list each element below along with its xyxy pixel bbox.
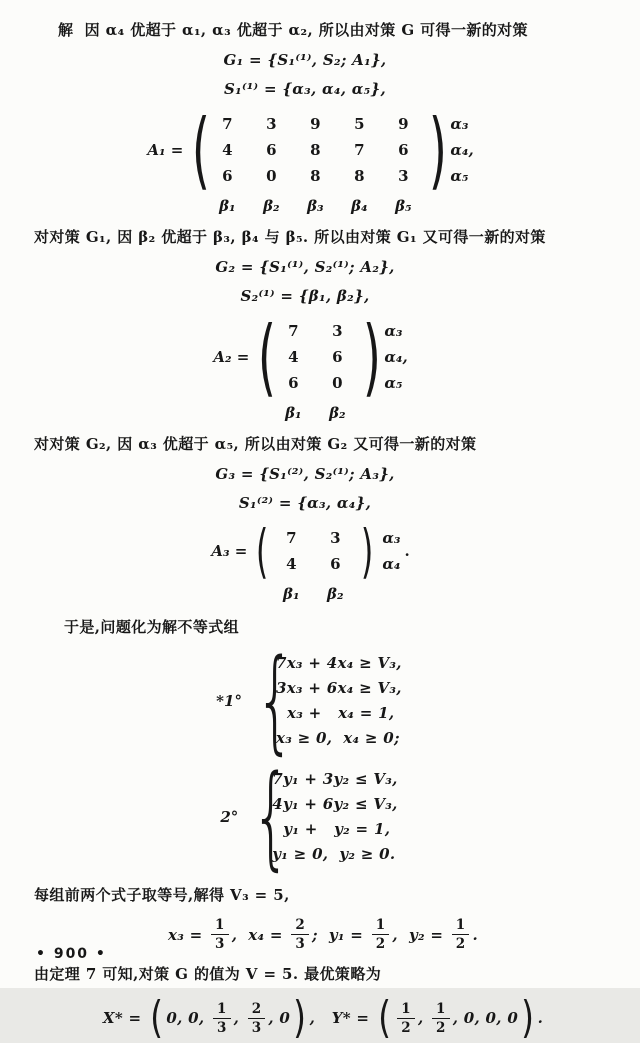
math-text: . — [472, 925, 479, 944]
matrix-col-label: β₅ — [395, 197, 412, 215]
matrix-cell: 6 — [266, 141, 277, 159]
fraction-numerator: 1 — [372, 917, 390, 935]
right-paren-icon: ) — [361, 517, 374, 585]
left-paren-icon: ( — [256, 517, 269, 585]
paragraph-beta-dominance: 对对策 G₁, 因 β₂ 优超于 β₃, β₄ 与 β₅. 所以由对策 G₁ 又可得一新的对策 — [34, 228, 546, 246]
matrix-col-label: β₄ — [351, 197, 368, 215]
matrix-row-label: α₄, — [450, 141, 474, 159]
matrix-body — [176, 517, 410, 585]
column-labels-grid — [269, 585, 357, 603]
matrix-cell: 6 — [222, 167, 233, 185]
system-1-label: *1° — [216, 692, 242, 710]
optimal-strategies-line — [34, 992, 612, 1043]
matrix-body — [178, 308, 408, 406]
matrix-cell: 3 — [266, 115, 277, 133]
left-paren-icon: ( — [192, 101, 211, 199]
matrix-cell: 5 — [354, 115, 365, 133]
math-text: x₃ = — [167, 925, 209, 944]
math-text: , — [233, 1009, 245, 1028]
formula-s2-superscript1: S₂⁽¹⁾ = {β₁, β₂}, — [240, 287, 370, 305]
matrix-cell: 8 — [310, 167, 321, 185]
matrix-a1 — [112, 101, 474, 215]
matrix-cell: 4 — [288, 348, 299, 366]
paragraph-solve-result: 每组前两个式子取等号,解得 V₃ = 5, — [34, 886, 290, 904]
formula-g1: G₁ = {S₁⁽¹⁾, S₂; A₁}, — [223, 51, 387, 69]
right-paren-icon: ) — [363, 308, 382, 406]
matrix-cell: 8 — [310, 141, 321, 159]
matrix-row-label: α₄, — [384, 348, 408, 366]
matrix-cell: 0 — [332, 374, 343, 392]
fraction-denominator: 2 — [375, 936, 386, 953]
matrix-row-label: α₅ — [384, 374, 403, 392]
inequality-system-2 — [20, 752, 598, 882]
column-labels-grid — [271, 404, 359, 422]
formula-g3: G₃ = {S₁⁽²⁾, S₂⁽¹⁾; A₃}, — [215, 465, 395, 483]
matrix-grid — [269, 525, 357, 577]
matrix-col-label: β₁ — [285, 404, 302, 422]
matrix-label: A₁ = — [147, 141, 184, 159]
matrix-cell: 6 — [332, 348, 343, 366]
formula-s1-superscript1: S₁⁽¹⁾ = {α₃, α₄, α₅}, — [224, 80, 386, 98]
matrix-grid — [271, 318, 359, 396]
matrix-row-label: α₅ — [450, 167, 469, 185]
equation-line: 7x₃ + 4x₄ ≥ V₃, — [275, 654, 402, 672]
matrix-cell: 8 — [354, 167, 365, 185]
fraction-denominator: 3 — [215, 936, 225, 953]
solution-values-line — [34, 917, 612, 952]
system-1-equations — [276, 651, 402, 751]
matrix-cell: 6 — [288, 374, 299, 392]
math-text: , y₂ = — [392, 925, 449, 944]
fraction-numerator: 1 — [213, 1001, 231, 1019]
matrix-row-labels — [384, 318, 407, 396]
fraction-numerator: 1 — [452, 917, 470, 935]
fraction — [213, 1001, 231, 1036]
matrix-column-labels — [178, 404, 407, 422]
math-text: ; y₁ = — [312, 925, 369, 944]
equation-line: x₃ ≥ 0, x₄ ≥ 0; — [275, 729, 400, 747]
fraction-numerator: 1 — [432, 1001, 450, 1019]
paragraph-inequality-intro: 于是,问题化为解不等式组 — [64, 618, 240, 636]
fraction — [291, 917, 309, 952]
system-2-label: 2° — [220, 808, 239, 826]
matrix-col-label: β₂ — [329, 404, 346, 422]
fraction — [211, 917, 229, 952]
matrix-cell: 7 — [222, 115, 233, 133]
fraction-denominator: 3 — [216, 1019, 227, 1036]
paragraph-solution-start: 解 因 α₄ 优超于 α₁, α₃ 优超于 α₂, 所以由对策 G 可得一新的对策 — [58, 21, 528, 39]
fraction-numerator: 2 — [291, 917, 309, 935]
math-text: , — [417, 1009, 430, 1028]
matrix-cell: 4 — [222, 141, 233, 159]
equation-line: y₁ ≥ 0, y₂ ≥ 0. — [272, 845, 396, 863]
matrix-row-labels — [450, 111, 473, 189]
math-text: , 0, 0, 0 — [452, 1009, 519, 1028]
matrix-cell: 6 — [330, 555, 341, 573]
equation-line: 7y₁ + 3y₂ ≤ V₃, — [272, 770, 398, 788]
matrix-a3 — [176, 517, 410, 603]
matrix-cell: 3 — [332, 322, 343, 340]
equation-line: 3x₃ + 6x₄ ≥ V₃, — [275, 679, 402, 697]
equation-line: y₁ + y₂ = 1, — [272, 820, 391, 838]
matrix-label: A₃ = — [211, 542, 248, 560]
paragraph-alpha-dominance: 对对策 G₂, 因 α₃ 优超于 α₅, 所以由对策 G₂ 又可得一新的对策 — [34, 435, 477, 453]
fraction-numerator: 1 — [397, 1001, 415, 1019]
system-2-equations — [272, 767, 397, 867]
matrix-cell: 9 — [310, 115, 321, 133]
equation-period: . — [404, 542, 410, 560]
matrix-row-label: α₃ — [384, 322, 403, 340]
column-labels-grid — [205, 197, 425, 215]
matrix-col-label: β₂ — [263, 197, 280, 215]
paren-icon: ( — [377, 992, 392, 1043]
matrix-cell: 9 — [398, 115, 409, 133]
math-text: . — [537, 1009, 544, 1028]
fraction — [432, 1001, 450, 1036]
matrix-row-label: α₄ — [382, 555, 401, 573]
fraction — [397, 1001, 415, 1036]
matrix-cell: 0 — [266, 167, 277, 185]
matrix-column-labels — [176, 585, 409, 603]
formula-s1-superscript2: S₁⁽²⁾ = {α₃, α₄}, — [238, 494, 372, 512]
paragraph-theorem-conclusion: 由定理 7 可知,对策 G 的值为 V = 5. 最优策略为 — [34, 965, 382, 984]
fraction-numerator: 2 — [248, 1001, 266, 1019]
equation-line: x₃ + x₄ = 1, — [275, 704, 395, 722]
matrix-column-labels — [112, 197, 473, 215]
equation-line: 4y₁ + 6y₂ ≤ V₃, — [272, 795, 398, 813]
matrix-cell: 6 — [398, 141, 409, 159]
fraction-denominator: 2 — [401, 1019, 411, 1036]
paren-icon: ( — [150, 992, 164, 1043]
matrix-cell: 3 — [398, 167, 409, 185]
matrix-row-label: α₃ — [450, 115, 469, 133]
math-text: 0, 0, — [166, 1009, 210, 1028]
matrix-col-label: β₃ — [307, 197, 324, 215]
matrix-col-label: β₁ — [283, 585, 300, 603]
matrix-body — [112, 101, 474, 199]
right-paren-icon: ) — [429, 101, 448, 199]
paren-icon: ) — [293, 992, 307, 1043]
spacer — [112, 197, 205, 215]
left-brace-icon: { — [255, 636, 295, 766]
spacer — [178, 404, 271, 422]
math-text: , 0 — [268, 1009, 291, 1028]
math-text: , Y* = — [309, 1009, 375, 1028]
matrix-cell: 3 — [330, 529, 341, 547]
inequality-system-1 — [20, 636, 598, 766]
formula-g2: G₂ = {S₁⁽¹⁾, S₂⁽¹⁾; A₂}, — [215, 258, 395, 276]
left-paren-icon: ( — [258, 308, 277, 406]
math-text: X* = — [102, 1009, 147, 1028]
left-brace-icon: { — [251, 752, 291, 882]
math-text: , x₄ = — [231, 925, 289, 944]
matrix-grid — [205, 111, 425, 189]
matrix-row-label: α₃ — [382, 529, 401, 547]
matrix-cell: 7 — [288, 322, 299, 340]
matrix-label: A₂ = — [213, 348, 250, 366]
fraction-denominator: 3 — [251, 1019, 262, 1036]
spacer — [176, 585, 269, 603]
fraction — [372, 917, 390, 952]
matrix-cell: 7 — [286, 529, 297, 547]
matrix-col-label: β₂ — [327, 585, 344, 603]
fraction-denominator: 2 — [455, 936, 466, 953]
matrix-row-labels — [382, 525, 400, 577]
fraction-denominator: 2 — [436, 1019, 446, 1036]
fraction — [452, 917, 470, 952]
page-number: • 900 • — [36, 946, 107, 962]
matrix-cell: 4 — [286, 555, 297, 573]
paren-icon: ) — [521, 992, 535, 1043]
fraction — [248, 1001, 266, 1036]
matrix-col-label: β₁ — [219, 197, 236, 215]
fraction-numerator: 1 — [211, 917, 229, 935]
fraction-denominator: 3 — [295, 936, 306, 953]
matrix-a2 — [178, 308, 408, 422]
matrix-cell: 7 — [354, 141, 365, 159]
